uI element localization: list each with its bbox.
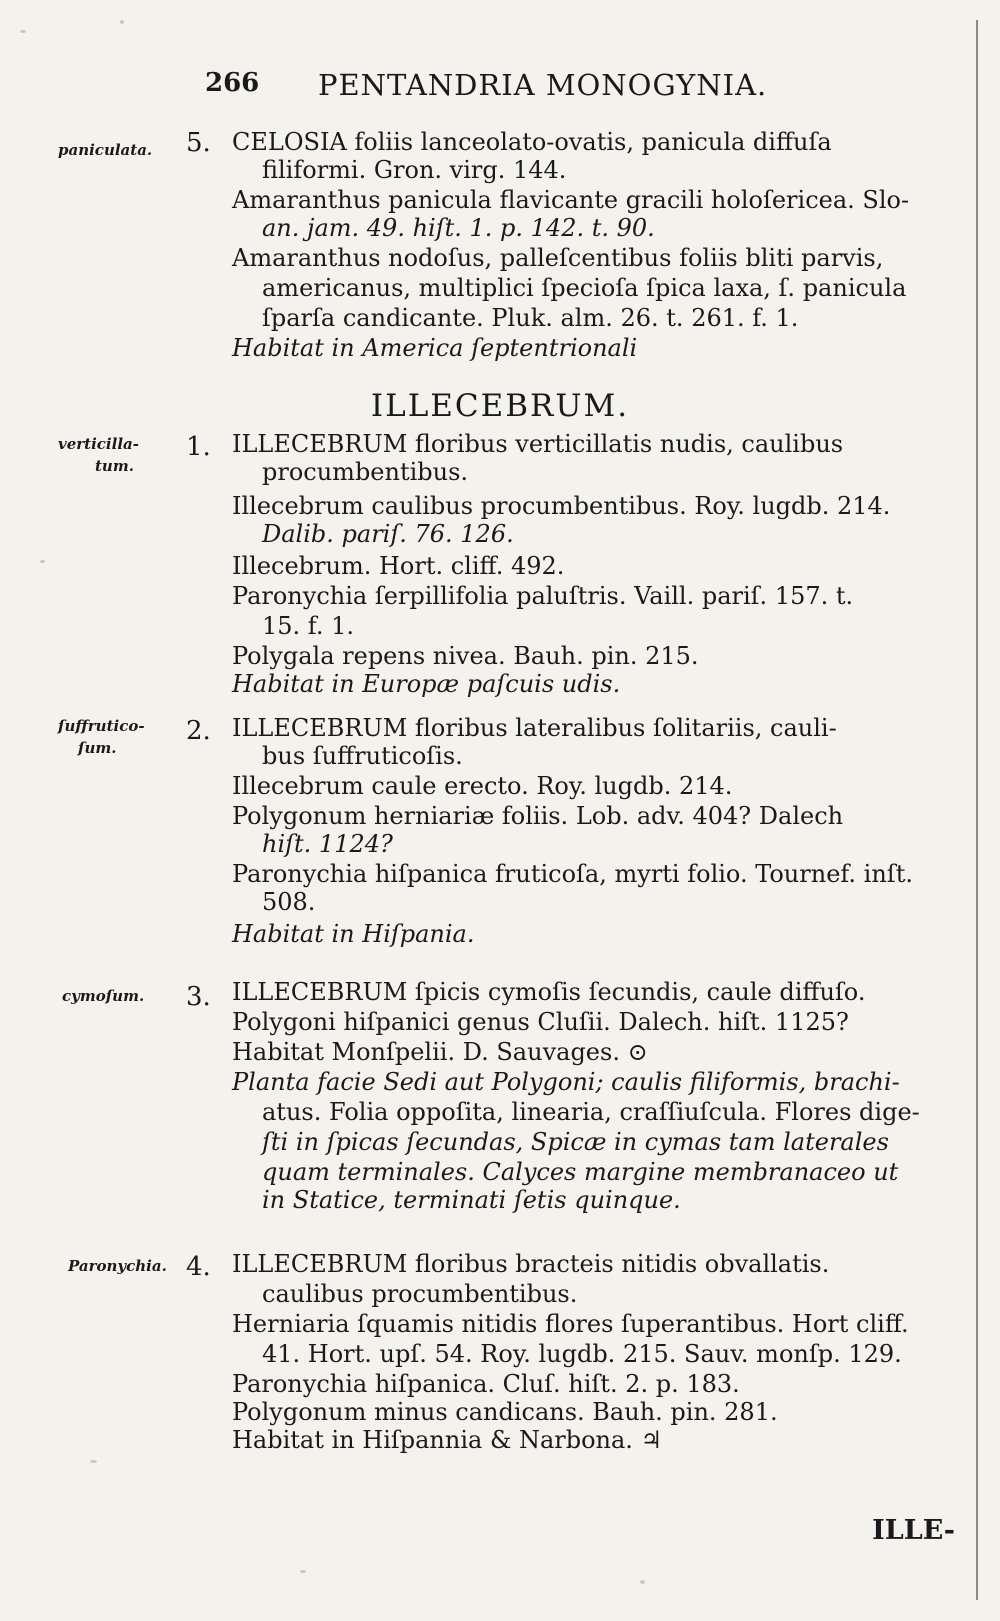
entry-number: 5. [186,128,211,158]
entry-line: Illecebrum caulibus procumbentibus. Roy. lugdb. 214. [232,492,891,520]
entry-line: Polygoni hiſpanici genus Cluſii. Dalech. hiſt. 1125? [232,1008,849,1036]
entry-line: Illecebrum. Hort. cliff. 492. [232,552,565,580]
genus-heading: ILLECEBRUM. [370,388,630,424]
habitat-line: Habitat in America ſeptentrionali [232,334,638,362]
entry-line: in Statice, terminati ſetis quinque. [262,1186,681,1214]
entry-number: 4. [186,1252,211,1282]
entry-line: Paronychia hiſpanica fruticoſa, myrti folio. Tournef. inſt. [232,860,913,888]
entry-line: ILLECEBRUM floribus lateralibus ſolitariis, cauli- [232,714,837,742]
entry-number: 1. [186,432,211,462]
entry-line: filiformi. Gron. virg. 144. [262,156,567,184]
habitat-line: Habitat Monſpelii. D. Sauvages. ⊙ [232,1038,648,1066]
entry-number: 3. [186,982,211,1012]
entry-line: hiſt. 1124? [262,830,393,858]
page-edge-rule [976,20,978,1600]
entry-line: 41. Hort. upſ. 54. Roy. lugdb. 215. Sauv. monſp. 129. [262,1340,902,1368]
margin-label: cymoſum. [62,987,145,1005]
entry-line: CELOSIA foliis lanceolato-ovatis, panicula diffuſa [232,128,832,156]
entry-line: caulibus procumbentibus. [262,1280,578,1308]
margin-label: verticilla- [58,435,139,453]
entry-line: bus ſuffruticoſis. [262,742,463,770]
entry-line: ILLECEBRUM ſpicis cymoſis ſecundis, caule diffuſo. [232,978,866,1006]
entry-line: americanus, multiplici ſpecioſa ſpica laxa, ſ. panicula [262,274,907,302]
page-header [0,68,1000,108]
entry-line: ILLECEBRUM floribus verticillatis nudis, caulibus [232,430,844,458]
habitat-line: Habitat in Hiſpania. [232,920,475,948]
catchword: ILLE- [872,1515,955,1546]
entry-number: 2. [186,716,211,746]
entry-line: 508. [262,888,316,916]
margin-label: tum. [95,457,134,475]
entry-line: an. jam. 49. hiſt. 1. p. 142. t. 90. [262,214,655,242]
habitat-line: Habitat in Hiſpannia & Narbona. ♃ [232,1426,663,1454]
entry-line: Polygala repens nivea. Bauh. pin. 215. [232,642,699,670]
entry-line: Herniaria ſquamis nitidis flores ſuperantibus. Hort cliff. [232,1310,909,1338]
entry-line: Amaranthus panicula flavicante gracili holoſericea. Slo- [232,186,910,214]
entry-line: Paronychia ſerpillifolia paluſtris. Vaill. pariſ. 157. t. [232,582,854,610]
margin-label: paniculata. [58,141,153,159]
margin-label: Paronychia. [68,1257,167,1275]
margin-label: ſum. [78,739,117,757]
entry-line: Polygonum herniariæ foliis. Lob. adv. 404? Dalech [232,802,844,830]
page-number: 266 [205,68,260,98]
entry-line: procumbentibus. [262,458,469,486]
entry-line: quam terminales. Calyces margine membranaceo ut [262,1158,899,1186]
entry-line: Polygonum minus candicans. Bauh. pin. 281. [232,1398,778,1426]
entry-line: 15. f. 1. [262,612,354,640]
entry-line: Illecebrum caule erecto. Roy. lugdb. 214. [232,772,733,800]
entry-line: Paronychia hiſpanica. Cluſ. hiſt. 2. p. 183. [232,1370,740,1398]
entry-line: Dalib. pariſ. 76. 126. [262,520,514,548]
entry-line: atus. Folia oppoſita, linearia, craſſiuſcula. Flores dige- [262,1098,920,1126]
margin-label: ſuffrutico- [58,717,145,735]
entry-line: ILLECEBRUM floribus bracteis nitidis obvallatis. [232,1250,830,1278]
entry-line: ſti in ſpicas ſecundas, Spicæ in cymas tam laterales [262,1128,889,1156]
habitat-line: Habitat in Europæ paſcuis udis. [232,670,621,698]
running-title: PENTANDRIA MONOGYNIA. [318,68,768,102]
entry-line: Amaranthus nodoſus, palleſcentibus foliis bliti parvis, [232,244,884,272]
entry-line: Planta facie Sedi aut Polygoni; caulis filiformis, brachi- [232,1068,900,1096]
entry-line: ſparſa candicante. Pluk. alm. 26. t. 261. f. 1. [262,304,799,332]
